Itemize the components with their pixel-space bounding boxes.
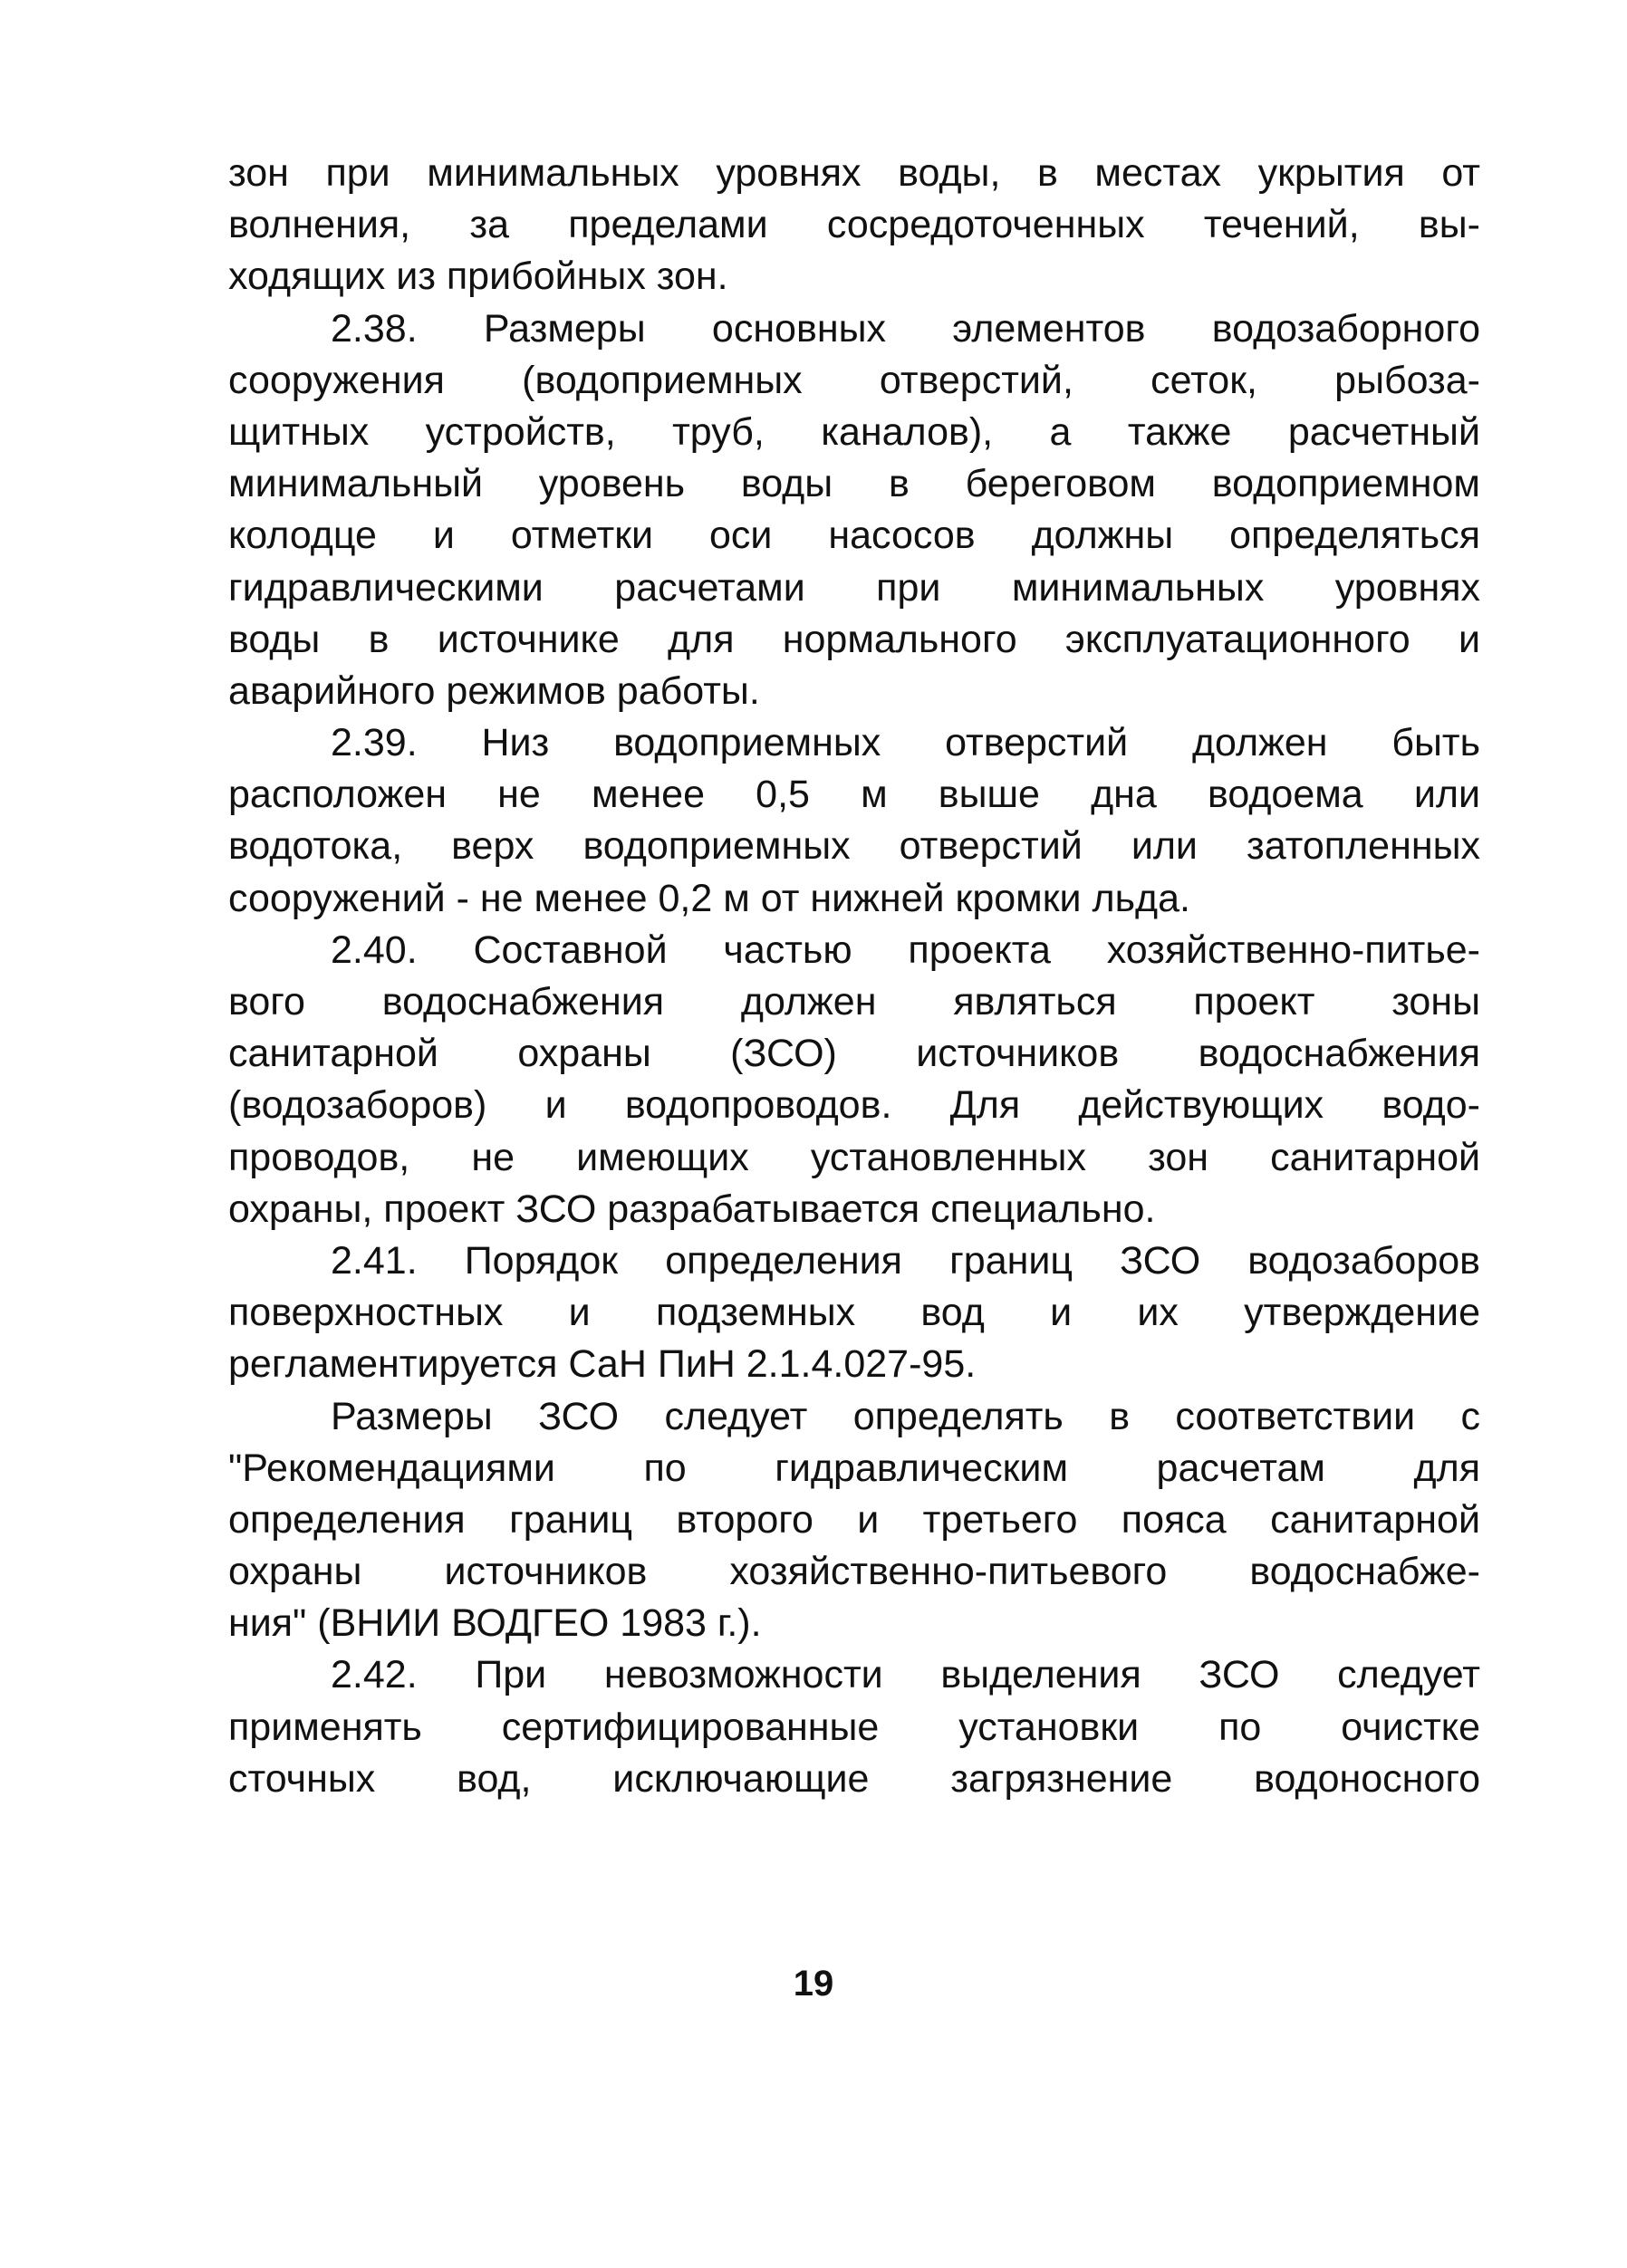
text-line: минимальный уровень воды в береговом водоприемном <box>228 462 1480 506</box>
text-line: аварийного режимов работы. <box>228 668 760 713</box>
text-line: применять сертифицированные установки по очистке <box>228 1705 1480 1749</box>
text-line: Размеры ЗСО следует определять в соответствии с <box>331 1394 1480 1438</box>
text-line: (водозаборов) и водопроводов. Для действующих водо- <box>228 1083 1480 1128</box>
text-line: воды в источнике для нормального эксплуатационного и <box>228 617 1480 661</box>
text-line: вого водоснабжения должен являться проект зоны <box>228 980 1480 1023</box>
body-text <box>228 148 1480 1805</box>
text-line: 2.38. Размеры основных элементов водозаборного <box>331 306 1480 351</box>
text-line: водотока, верх водоприемных отверстий или затопленных <box>228 824 1480 869</box>
text-line: 2.42. При невозможности выделения ЗСО следует <box>331 1653 1480 1697</box>
text-line: регламентируется СаН ПиН 2.1.4.027-95. <box>228 1342 977 1387</box>
text-line: 2.41. Порядок определения границ ЗСО водозаборов <box>331 1238 1480 1283</box>
text-line: расположен не менее 0,5 м выше дна водоема или <box>228 773 1480 817</box>
text-line: 2.39. Низ водоприемных отверстий должен быть <box>331 721 1480 765</box>
text-line: ходящих из прибойных зон. <box>228 255 728 299</box>
page-number: 19 <box>793 1964 834 2004</box>
text-line: охраны источников хозяйственно-питьевого водоснабже- <box>228 1550 1480 1594</box>
text-line: сточных вод, исключающие загрязнение водоносного <box>228 1756 1480 1801</box>
text-line: "Рекомендациями по гидравлическим расчетам для <box>228 1446 1480 1490</box>
text-line: поверхностных и подземных вод и их утверждение <box>228 1291 1480 1335</box>
text-line: санитарной охраны (ЗСО) источников водоснабжения <box>228 1032 1480 1076</box>
text-line: зон при минимальных уровнях воды, в местах укрытия от <box>228 151 1480 195</box>
text-line: волнения, за пределами сосредоточенных течений, вы- <box>228 203 1480 247</box>
text-line: проводов, не имеющих установленных зон санитарной <box>228 1135 1480 1179</box>
text-line: сооружений - не менее 0,2 м от нижней кромки льда. <box>228 876 1190 920</box>
text-line: охраны, проект ЗСО разрабатывается специально. <box>228 1187 1156 1231</box>
text-line: колодце и отметки оси насосов должны определяться <box>228 514 1480 558</box>
text-line: ния" (ВНИИ ВОДГЕО 1983 г.). <box>228 1601 762 1646</box>
text-line: щитных устройств, труб, каналов), а также расчетный <box>228 409 1480 454</box>
text-line: сооружения (водоприемных отверстий, сеток, рыбоза- <box>228 358 1480 402</box>
text-line: гидравлическими расчетами при минимальных уровнях <box>228 565 1480 610</box>
text-line: определения границ второго и третьего пояса санитарной <box>228 1497 1480 1542</box>
text-line: 2.40. Составной частью проекта хозяйственно-питье- <box>331 927 1480 972</box>
